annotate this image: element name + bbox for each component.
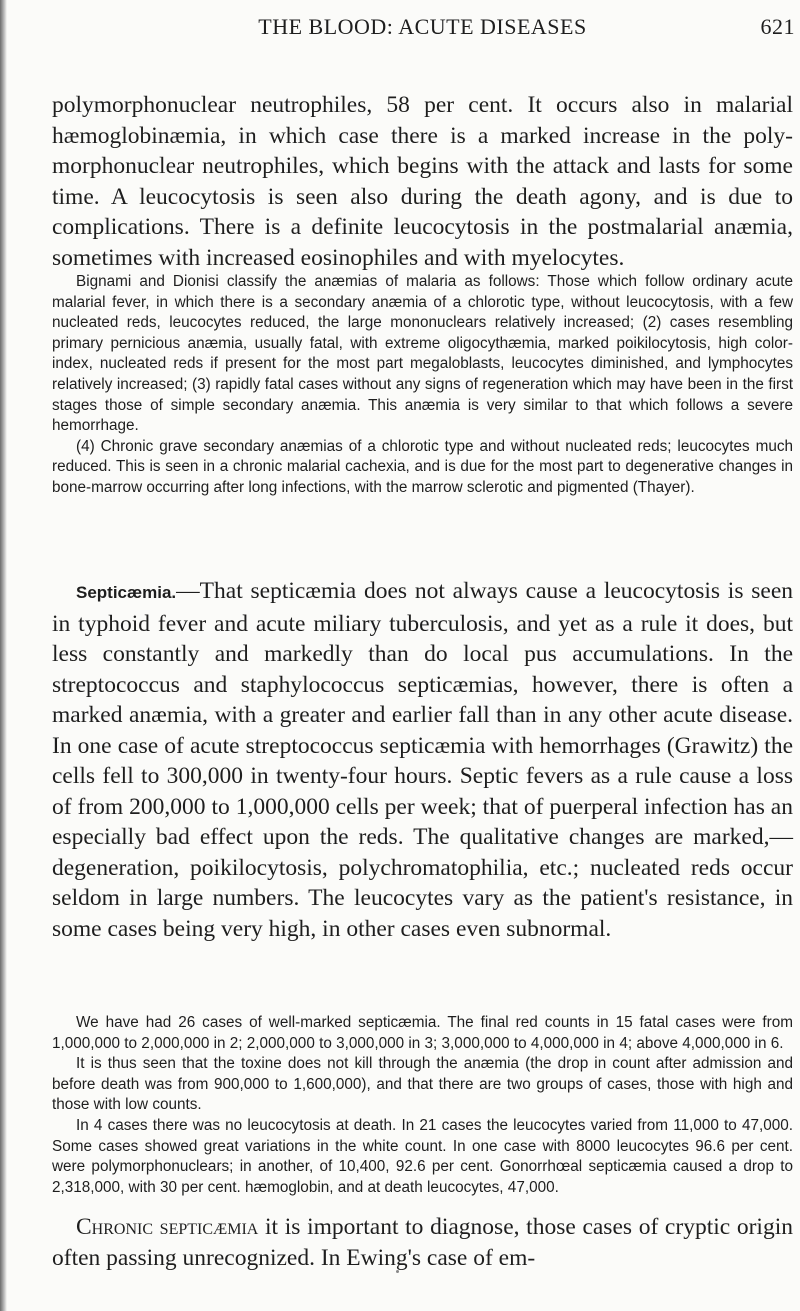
section-chronic-septicaemia xyxy=(52,1212,793,1273)
paragraph-malarial-leucocytosis: polymorphonuclear neutrophiles, 58 per cent. It occurs also in malarial hæmoglobinæmia, in which case there is a marked increase in the polymorphonuclear neutrophiles, which begins with the attack and lasts for some time. A leucocytosis is seen also during the death agony, and is due to complications. There is a definite leucocytosis in the postmalarial anæmia, sometimes with increased eosinophiles and with myelocytes. xyxy=(52,92,793,271)
small-print-block-anaemias xyxy=(52,272,793,499)
section-septicaemia xyxy=(52,576,793,944)
paragraph-septicaemia-text: —That septicæmia does not always cause a leucocytosis is seen in typhoid fever and acute miliary tuberculosis, and yet as a rule it does, but less constantly and markedly than do local pus accumulations. In the streptococcus and staphylococcus septicæmias, however, there is often a marked anæmia, with a greater and earlier fall than in any other acute disease. In one case of acute streptococcus septicæmia with hemorrhages (Grawitz) the cells fell to 300,000 in twenty-four hours. Septic fevers as a rule cause a loss of from 200,000 to 1,000,000 cells per week; that of puerperal infection has an especially bad effect upon the reds. The qualitative changes are marked,—degeneration, poikilocytosis, polychromatophilia, etc.; nucleated reds occur seldom in large numbers. The leucocytes vary as the patient's resistance, in some cases being very high, in other cases even subnormal. xyxy=(52,578,793,942)
small-print-block-cases xyxy=(52,1013,793,1198)
paragraph-case-counts: We have had 26 cases of well-marked septicæmia. The final red counts in 15 fatal cases were from 1,000,000 to 2,000,000 in 2; 2,000,000 to 3,000,000 in 3; 3,000,000 to 4,000,000 in 4; above 4,000,000 in 6. xyxy=(52,1014,793,1052)
paragraph-leucocytes: In 4 cases there was no leucocytosis at death. In 21 cases the leucocytes varied from 11,000 to 47,000. Some cases showed great variations in the white count. In one case with 8000 leucocytes 96.6 per cent. were polymorphonuclears; in another, of 10,400, 92.6 per cent. Gonorrhœal septicæmia caused a drop to 2,318,000, with 30 per cent. hæmoglobin, and at death leucocytes, 47,000. xyxy=(52,1116,793,1196)
page-mark xyxy=(396,1270,399,1273)
paragraph-chronic-grave-anaemias: (4) Chronic grave secondary anæmias of a chlorotic type and without nucleated reds; leucocytes much reduced. This is seen in a chronic malarial cachexia, and is due for the most part to degenerative changes in bone-marrow occurring after long infections, with the marrow sclerotic and pigmented (Thayer). xyxy=(52,437,793,496)
binding-edge xyxy=(0,0,7,1311)
paragraph-septicaemia xyxy=(52,576,793,944)
running-head-title: THE BLOOD: ACUTE DISEASES xyxy=(258,14,587,39)
running-head xyxy=(50,14,795,50)
paragraph-chronic-septicaemia-text: it is important to diagnose, those cases of cryptic origin often passing unrecognized. In Ewing's case of em- xyxy=(52,1214,793,1271)
paragraph-bignami-classification: Bignami and Dionisi classify the anæmias of malaria as follows: Those which follow ordinary acute malarial fever, in which there is a secondary anæmia of a chlorotic type, without leucocytosis, with a few nucleated reds, leucocytes reduced, the large mononuclears relatively increased; (2) cases resembling primary pernicious anæmia, usually fatal, with extreme oligocythæmia, marked poikilocytosis, high color-index, nucleated reds if present for the most part megaloblasts, leucocytes diminished, and lymphocytes relatively increased; (3) rapidly fatal cases without any signs of regeneration which may have been in the first stages those of simple secondary anæmia. This anæmia is very similar to that which follows a severe hemorrhage. xyxy=(52,273,793,435)
page-number: 621 xyxy=(760,14,795,39)
paragraph-chronic-septicaemia xyxy=(52,1212,793,1273)
section-heading-septicaemia: Septicæmia. xyxy=(76,583,177,602)
section-heading-chronic-septicaemia: Chronic septicæmia xyxy=(76,1214,259,1240)
paragraph-toxine: It is thus seen that the toxine does not kill through the anæmia (the drop in count after admission and before death was from 900,000 to 1,600,000), and that there are two groups of cases, those with high and those with low counts. xyxy=(52,1055,793,1114)
